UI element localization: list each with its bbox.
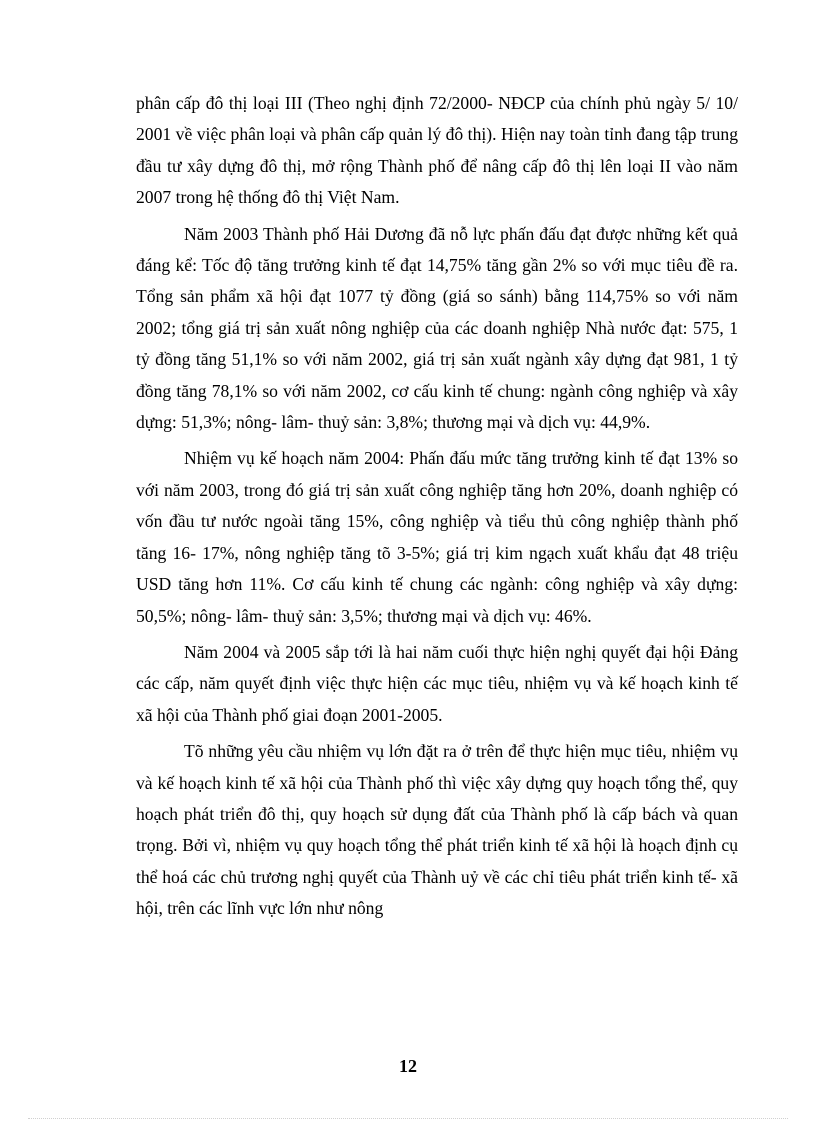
paragraph-continuation: phân cấp đô thị loại III (Theo nghị định 72/2000- NĐCP của chính phủ ngày 5/ 10/ 2001 về việc phân loại và phân cấp quản lý đô thị). Hiện nay toàn tỉnh đang tập trung đầu tư xây dựng đô thị, mở rộng Thành phố để nâng cấp đô thị lên loại II vào năm 2007 trong hệ thống đô thị Việt Nam. <box>136 93 738 208</box>
paragraph-2003-results: Năm 2003 Thành phố Hải Dương đã nỗ lực phấn đấu đạt được những kết quả đáng kể: Tốc độ tăng trưởng kinh tế đạt 14,75% tăng gần 2% so với mục tiêu đề ra. Tổng sản phẩm xã hội đạt 1077 tỷ đồng (giá so sánh) bằng 114,75% so với năm 2002; tổng giá trị sản xuất nông nghiệp của các doanh nghiệp Nhà nước đạt: 575, 1 tỷ đồng tăng 51,1% so với năm 2002, giá trị sản xuất ngành xây dựng đạt 981, 1 tỷ đồng tăng 78,1% so với năm 2002, cơ cấu kinh tế chung: ngành công nghiệp và xây dựng: 51,3%; nông- lâm- thuỷ sản: 3,8%; thương mại và dịch vụ: 44,9%. <box>136 223 738 433</box>
paragraph-planning-requirements: Tõ những yêu cầu nhiệm vụ lớn đặt ra ở trên để thực hiện mục tiêu, nhiệm vụ và kế hoạch kinh tế xã hội của Thành phố thì việc xây dựng quy hoạch tổng thể, quy hoạch phát triển đô thị, quy hoạch sử dụng đất của Thành phố là cấp bách và quan trọng. Bởi vì, nhiệm vụ quy hoạch tổng thể phát triển kinh tế xã hội là hoạch định cụ thể hoá các chủ trương nghị quyết của Thành uỷ về các chỉ tiêu phát triển kinh tế- xã hội, trên các lĩnh vực lớn như nông <box>136 741 738 919</box>
body-text <box>136 88 738 930</box>
footer-divider <box>28 1118 788 1119</box>
paragraph-2004-2005: Năm 2004 và 2005 sắp tới là hai năm cuối thực hiện nghị quyết đại hội Đảng các cấp, năm quyết định việc thực hiện các mục tiêu, nhiệm vụ và kế hoạch kinh tế xã hội của Thành phố giai đoạn 2001-2005. <box>136 641 738 725</box>
page-number: 12 <box>399 1056 417 1076</box>
paragraph-2004-plan: Nhiệm vụ kế hoạch năm 2004: Phấn đấu mức tăng trưởng kinh tế đạt 13% so với năm 2003, trong đó giá trị sản xuất công nghiệp tăng hơn 20%, doanh nghiệp có vốn đầu tư nước ngoài tăng 15%, công nghiệp và tiểu thủ công nghiệp thành phố tăng 16- 17%, nông nghiệp tăng tõ 3-5%; giá trị kim ngạch xuất khẩu đạt 48 triệu USD tăng hơn 11%. Cơ cấu kinh tế chung các ngành: công nghiệp và xây dựng: 50,5%; nông- lâm- thuỷ sản: 3,5%; thương mại và dịch vụ: 46%. <box>136 448 738 626</box>
